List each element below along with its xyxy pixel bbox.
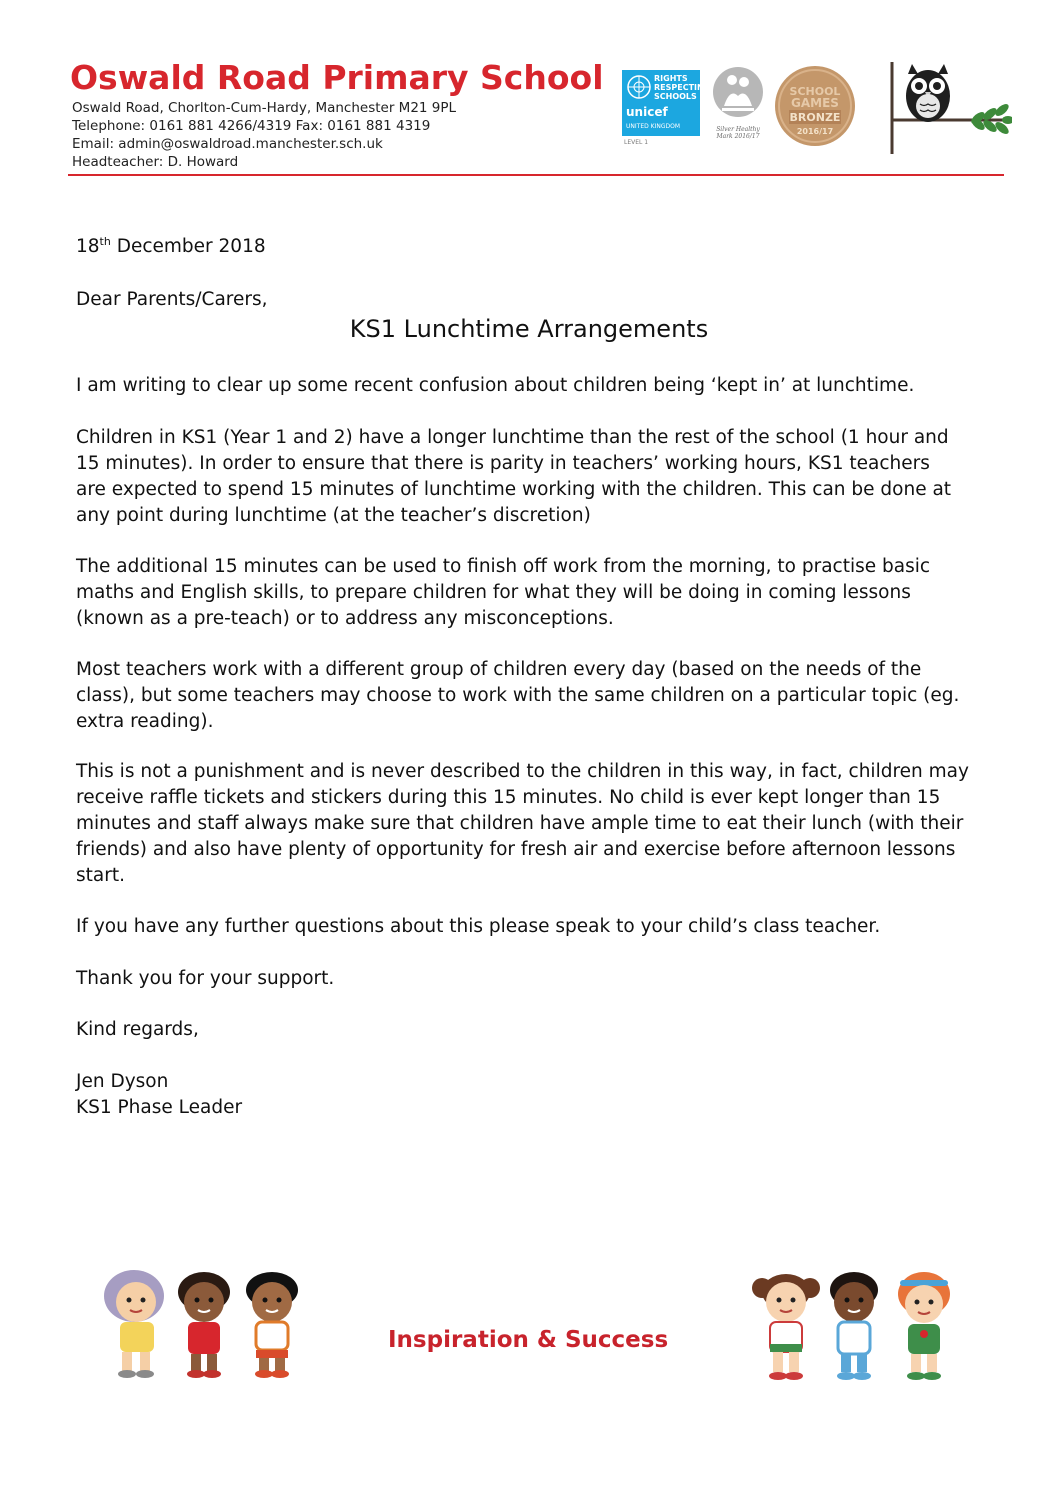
games-line2: GAMES [791,96,839,110]
paragraph-line: Thank you for your support. [76,968,335,989]
salutation: Dear Parents/Carers, [76,289,268,310]
header-divider [68,174,1004,176]
unicef-country: UNITED KINGDOM [626,123,680,130]
paragraph-line: extra reading). [76,711,214,732]
games-year: 2016/17 [796,127,834,136]
letter-paragraph [76,759,991,889]
healthy-schools-icon [712,66,764,122]
school-name: Oswald Road Primary School [70,58,604,97]
school-motto: Inspiration & Success [388,1327,669,1353]
signature-block [76,1069,242,1121]
school-games-bronze-medal [774,62,856,158]
paragraph-line: receive raffle tickets and stickers during this 15 minutes. No child is ever kept longer than 15 [76,787,941,808]
accreditation-logos [620,62,1006,158]
paragraph-line: friends) and also have plenty of opportunity for fresh air and exercise before afternoon lessons [76,839,956,860]
school-telephone: Telephone: 0161 881 4266/4319 Fax: 0161 881 4319 [72,118,431,134]
paragraph-line: I am writing to clear up some recent confusion about children being ‘kept in’ at lunchtime. [76,375,915,396]
owl-on-branch-logo [882,62,1012,158]
globe-icon [626,74,652,104]
rrs-label: RIGHTS RESPECTING SCHOOLS [654,74,711,101]
paragraph-line: Most teachers work with a different group of children every day (based on the needs of the [76,659,922,680]
date-day: 18 [76,236,100,257]
letter-paragraph [76,373,991,399]
games-award: BRONZE [789,111,841,124]
paragraph-line: This is not a punishment and is never described to the children in this way, in fact, children may [76,761,969,782]
children-group-right-illustration [748,1266,968,1388]
healthy-schools-caption: Silver Healthy Mark 2016/17 [716,126,760,140]
school-email: Email: admin@oswaldroad.manchester.sch.uk [72,136,383,152]
healthy-schools-logo [712,66,764,140]
paragraph-line: (known as a pre-teach) or to address any misconceptions. [76,608,614,629]
contact-details [72,99,456,171]
games-line1: SCHOOL [789,85,841,98]
rights-respecting-schools-logo [622,70,711,136]
paragraph-line: If you have any further questions about this please speak to your child’s class teacher. [76,916,881,937]
date-suffix: th [99,234,111,248]
unicef-wordmark: unicef [626,105,668,119]
letter-paragraph [76,966,991,992]
paragraph-line: are expected to spend 15 minutes of lunchtime working with the children. This can be done at [76,479,952,500]
signatory-role: KS1 Phase Leader [76,1097,243,1118]
letter-paragraph [76,554,991,632]
letter-paragraph [76,1017,991,1043]
paragraph-line: any point during lunchtime (at the teacher’s discretion) [76,505,591,526]
signatory-name: Jen Dyson [76,1071,169,1092]
paragraph-line: class), but some teachers may choose to work with the same children on a particular topic (eg. [76,685,960,706]
letter-date [76,234,266,260]
paragraph-line: start. [76,865,125,886]
owl-icon [882,62,1012,158]
letter-subject: KS1 Lunchtime Arrangements [349,315,709,343]
paragraph-line: minutes and staff always make sure that children have ample time to eat their lunch (with their [76,813,964,834]
school-address: Oswald Road, Chorlton-Cum-Hardy, Manchester M21 9PL [72,100,457,116]
letter-paragraph [76,914,991,940]
paragraph-line: Children in KS1 (Year 1 and 2) have a longer lunchtime than the rest of the school (1 hour and [76,427,949,448]
paragraph-line: Kind regards, [76,1019,199,1040]
headteacher-name: Headteacher: D. Howard [72,154,239,170]
paragraph-line: maths and English skills, to prepare children for what they will be doing in coming lessons [76,582,911,603]
children-group-left-illustration [96,1266,312,1384]
letter-paragraph [76,425,991,529]
letterhead [68,56,1004,180]
unicef-level: LEVEL 1 [624,139,649,146]
paragraph-line: The additional 15 minutes can be used to finish off work from the morning, to practise basic [76,556,931,577]
paragraph-line: 15 minutes). In order to ensure that there is parity in teachers’ working hours, KS1 teachers [76,453,930,474]
letter-paragraph [76,657,991,735]
date-month-year: December 2018 [110,236,266,257]
